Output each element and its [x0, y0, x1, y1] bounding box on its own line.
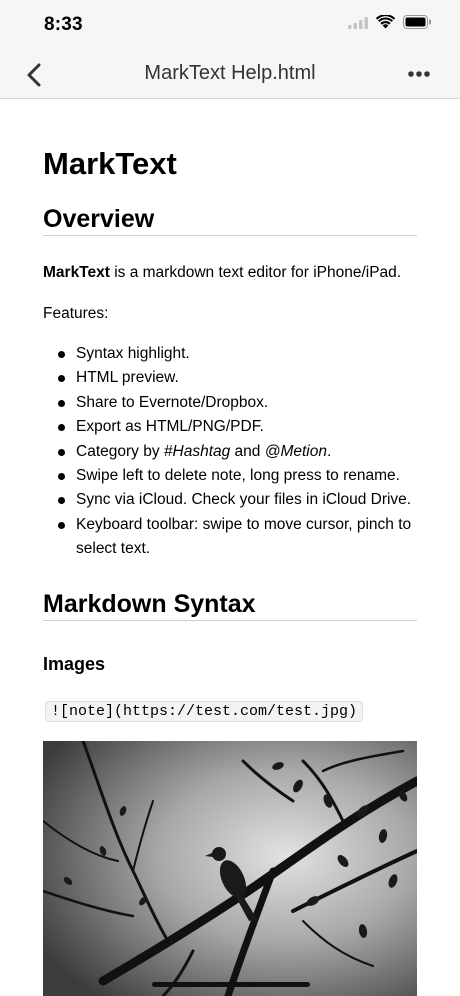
status-time: 8:33	[44, 14, 83, 35]
more-button[interactable]	[406, 64, 436, 84]
features-list	[43, 342, 417, 562]
battery-icon	[403, 15, 432, 34]
overview-heading: Overview	[43, 203, 417, 236]
category-prefix: Category by	[76, 442, 164, 460]
list-item	[43, 440, 417, 464]
mention-text: @Metion	[264, 442, 327, 460]
image-code-snippet: ![note](https://test.com/test.jpg)	[45, 701, 363, 722]
home-indicator	[152, 982, 310, 987]
category-suffix: .	[327, 442, 332, 460]
list-item: HTML preview.	[43, 366, 417, 390]
nav-title: MarkText Help.html	[144, 62, 316, 84]
list-item: Syntax highlight.	[43, 342, 417, 366]
images-heading: Images	[43, 654, 106, 674]
intro-paragraph	[43, 262, 401, 284]
category-and: and	[230, 442, 265, 460]
list-item: Keyboard toolbar: swipe to move cursor, pinch to select text.	[43, 513, 417, 562]
photo-illustration	[43, 741, 417, 996]
navigation-bar	[0, 52, 460, 99]
list-item: Sync via iCloud. Check your files in iCloud Drive.	[43, 488, 417, 512]
features-label: Features:	[43, 305, 109, 322]
bird-on-branch-photo	[43, 741, 417, 996]
cellular-signal-icon	[348, 16, 368, 34]
status-icons	[348, 15, 432, 34]
ellipsis-icon	[406, 64, 436, 84]
intro-bold: MarkText	[43, 264, 110, 281]
list-item: Share to Evernote/Dropbox.	[43, 391, 417, 415]
intro-text: is a markdown text editor for iPhone/iPad.	[109, 264, 402, 281]
document-title: MarkText	[43, 146, 177, 181]
list-item: Export as HTML/PNG/PDF.	[43, 415, 417, 439]
list-item: Swipe left to delete note, long press to rename.	[43, 464, 417, 488]
wifi-icon	[376, 15, 395, 34]
hashtag-text: #Hashtag	[163, 442, 231, 460]
markdown-syntax-heading: Markdown Syntax	[43, 588, 417, 621]
status-bar	[0, 0, 460, 52]
